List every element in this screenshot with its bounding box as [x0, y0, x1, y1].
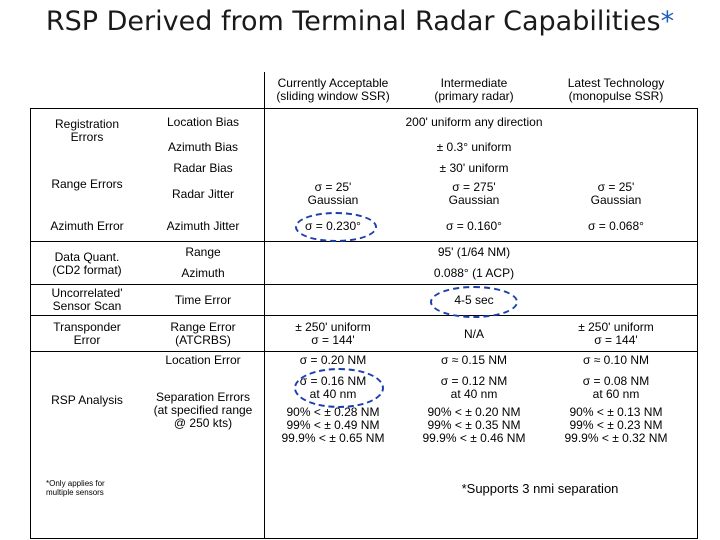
category-transponder-error: Transponder Error — [53, 320, 121, 347]
title-text: RSP Derived from Terminal Radar Capabilities — [45, 6, 661, 37]
location-error-intermediate: σ ≈ 0.15 NM — [440, 352, 507, 367]
category-uncorrelated-sensor-scan: Uncorrelated' Sensor Scan — [51, 286, 123, 313]
value-azimuth-bias: ± 0.3° uniform — [436, 139, 512, 154]
row-label-range-error: Range Error (ATCRBS) — [170, 320, 236, 347]
row-label-location-error: Location Error — [165, 352, 241, 367]
row-divider-time — [30, 284, 698, 285]
header-intermediate: Intermediate (primary radar) — [434, 76, 514, 103]
value-radar-bias: ± 30' uniform — [439, 160, 509, 175]
range-error-intermediate: N/A — [463, 326, 484, 341]
separation-pct-latest: 90% < ± 0.13 NM 99% < ± 0.23 NM 99.9% < ± 0.32 NM — [564, 404, 668, 445]
range-error-latest: ± 250' uniform σ = 144' — [578, 320, 654, 347]
azimuth-jitter-current: σ = 0.230° — [305, 218, 361, 233]
footnote-supports-separation: *Supports 3 nmi separation — [461, 480, 619, 496]
header-latest-technology: Latest Technology (monopulse SSR) — [567, 76, 665, 103]
row-label-separation-errors: Separation Errors (at specified range @ 250 kts) — [153, 389, 253, 430]
row-label-radar-jitter: Radar Jitter — [171, 186, 235, 201]
category-data-quant: Data Quant. (CD2 format) — [52, 250, 122, 277]
value-range-quant: 95' (1/64 NM) — [437, 244, 511, 259]
category-range-errors: Range Errors — [51, 176, 123, 191]
row-label-time-error: Time Error — [174, 292, 232, 307]
row-divider-transponder — [30, 315, 698, 316]
category-registration-errors: Registration Errors — [54, 117, 120, 144]
separation-sigma-latest: σ = 0.08 NM at 60 nm — [582, 374, 650, 401]
table-left-border — [30, 108, 31, 538]
azimuth-jitter-latest: σ = 0.068° — [588, 218, 644, 233]
range-error-current: ± 250' uniform σ = 144' — [295, 320, 371, 347]
value-location-bias: 200' uniform any direction — [405, 114, 543, 129]
category-rsp-analysis: RSP Analysis — [51, 392, 123, 407]
row-label-range: Range — [185, 244, 221, 259]
separation-pct-intermediate: 90% < ± 0.20 NM 99% < ± 0.35 NM 99.9% < ± 0.46 NM — [422, 404, 526, 445]
category-azimuth-error: Azimuth Error — [50, 218, 124, 233]
row-label-radar-bias: Radar Bias — [173, 160, 233, 175]
separation-pct-current: 90% < ± 0.28 NM 99% < ± 0.49 NM 99.9% < ± 0.65 NM — [281, 404, 385, 445]
title-star: * — [660, 6, 675, 37]
radar-jitter-intermediate: σ = 275' Gaussian — [448, 180, 500, 207]
location-error-latest: σ ≈ 0.10 NM — [582, 352, 649, 367]
location-error-current: σ = 0.20 NM — [299, 352, 367, 367]
row-label-azimuth: Azimuth — [181, 265, 225, 280]
row-label-azimuth-jitter: Azimuth Jitter — [166, 218, 240, 233]
radar-jitter-latest: σ = 25' Gaussian — [590, 180, 642, 207]
row-label-azimuth-bias: Azimuth Bias — [167, 139, 239, 154]
radar-jitter-current: σ = 25' Gaussian — [307, 180, 359, 207]
azimuth-jitter-intermediate: σ = 0.160° — [446, 218, 502, 233]
page-title — [0, 6, 720, 37]
row-label-location-bias: Location Bias — [166, 114, 240, 129]
row-divider-range — [30, 241, 698, 242]
separation-sigma-intermediate: σ = 0.12 NM at 40 nm — [440, 374, 508, 401]
header-currently-acceptable: Currently Acceptable (sliding window SSR) — [276, 76, 390, 103]
footnote-multiple-sensors: *Only applies for multiple sensors — [46, 479, 105, 497]
table-bottom-border — [30, 538, 698, 539]
table-top-border — [30, 108, 698, 109]
separation-sigma-current: σ = 0.16 NM at 40 nm — [299, 374, 367, 401]
value-azimuth-quant: 0.088° (1 ACP) — [433, 265, 515, 280]
value-time-error: 4-5 sec — [454, 292, 494, 307]
table-right-border — [697, 108, 698, 538]
